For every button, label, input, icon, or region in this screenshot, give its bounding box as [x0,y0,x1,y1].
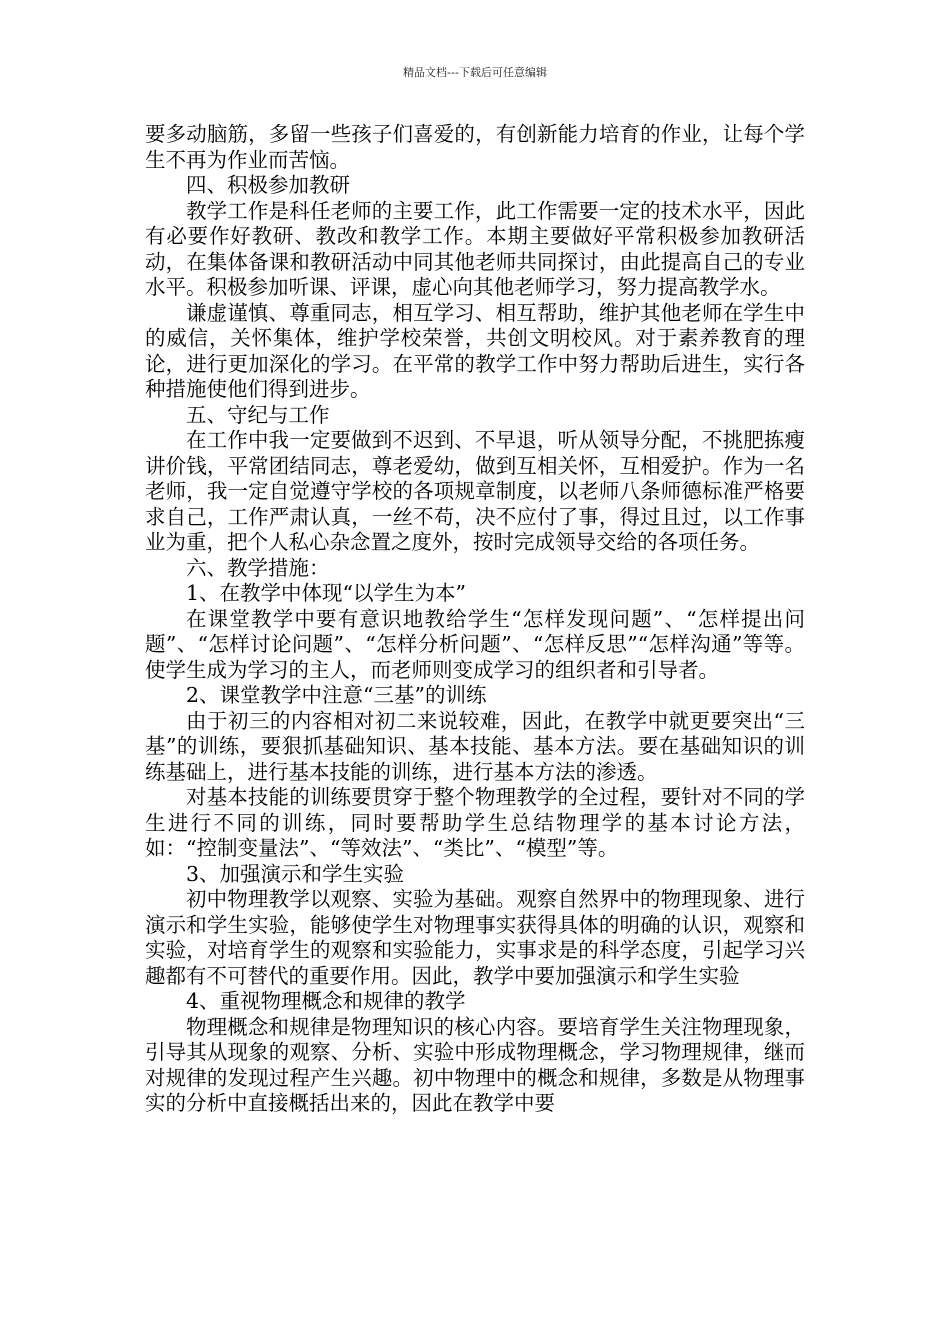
paragraph: 在课堂教学中要有意识地教给学生“怎样发现问题”、“怎样提出问题”、“怎样讨论问题”、“怎样分析问题”、“怎样反思”“怎样沟通”等等。使学生成为学习的主人，而老师则变成学习的组织者和引导者。 [145,606,805,682]
page-header: 精品文档---下载后可任意编辑 [403,66,547,79]
subsection-heading: 3、加强演示和学生实验 [186,861,405,886]
subsection-heading: 4、重视物理概念和规律的教学 [186,989,466,1013]
section-heading: 六、教学措施： [186,555,330,580]
paragraph: 教学工作是科任老师的主要工作，此工作需要一定的技术水平，因此有必要作好教研、教改和教学工作。本期主要做好平常积极参加教研活动，在集体备课和教研活动中同其他老师共同探讨，由此提高自己的专业水平。积极参加听课、评课，虚心向其他老师学习，努力提高教学水。 [145,198,805,299]
paragraph: 在工作中我一定要做到不迟到、不早退，听从领导分配，不挑肥拣瘦讲价钱，平常团结同志，尊老爱幼，做到互相关怀，互相爱护。作为一名老师，我一定自觉遵守学校的各项规章制度，以老师八条师德标准严格要求自己，工作严肃认真，一丝不苟，决不应付了事，得过且过，以工作事业为重，把个人私心杂念置之度外，按时完成领导交给的各项任务。 [145,428,805,554]
paragraph: 由于初三的内容相对初二来说较难，因此，在教学中就更要突出“三基”的训练，要狠抓基础知识、基本技能、基本方法。要在基础知识的训练基础上，进行基本技能的训练，进行基本方法的渗透。 [145,708,805,784]
subsection-heading: 2、课堂教学中注意“三基”的训练 [186,683,487,707]
paragraph: 要多动脑筋，多留一些孩子们喜爱的，有创新能力培育的作业，让每个学生不再为作业而苦恼。 [145,122,805,172]
paragraph: 初中物理教学以观察、实验为基础。观察自然界中的物理现象、进行演示和学生实验，能够使学生对物理事实获得具体的明确的认识，观察和实验，对培育学生的观察和实验能力，实事求是的科学态度，引起学习兴趣都有不可替代的重要作用。因此，教学中要加强演示和学生实验 [145,887,805,988]
subsection-heading: 1、在教学中体现“以学生为本” [186,581,467,605]
section-heading: 五、守纪与工作 [186,402,330,427]
paragraph: 谦虚谨慎、尊重同志，相互学习、相互帮助，维护其他老师在学生中的威信，关怀集体，维护学校荣誉，共创文明校风。对于素养教育的理论，进行更加深化的学习。在平常的教学工作中努力帮助后进生，实行各种措施使他们得到进步。 [145,300,805,401]
paragraph: 物理概念和规律是物理知识的核心内容。要培育学生关注物理现象，引导其从现象的观察、分析、实验中形成物理概念，学习物理规律，继而对规律的发现过程产生兴趣。初中物理中的概念和规律，多数是从物理事实的分析中直接概括出来的，因此在教学中要 [145,1014,805,1115]
section-heading: 四、积极参加教研 [186,173,350,197]
document-body [145,122,805,1117]
paragraph: 对基本技能的训练要贯穿于整个物理教学的全过程，要针对不同的学生进行不同的训练，同时要帮助学生总结物理学的基本讨论方法，如：“控制变量法”、“等效法”、“类比”、“模型”等。 [145,785,805,860]
